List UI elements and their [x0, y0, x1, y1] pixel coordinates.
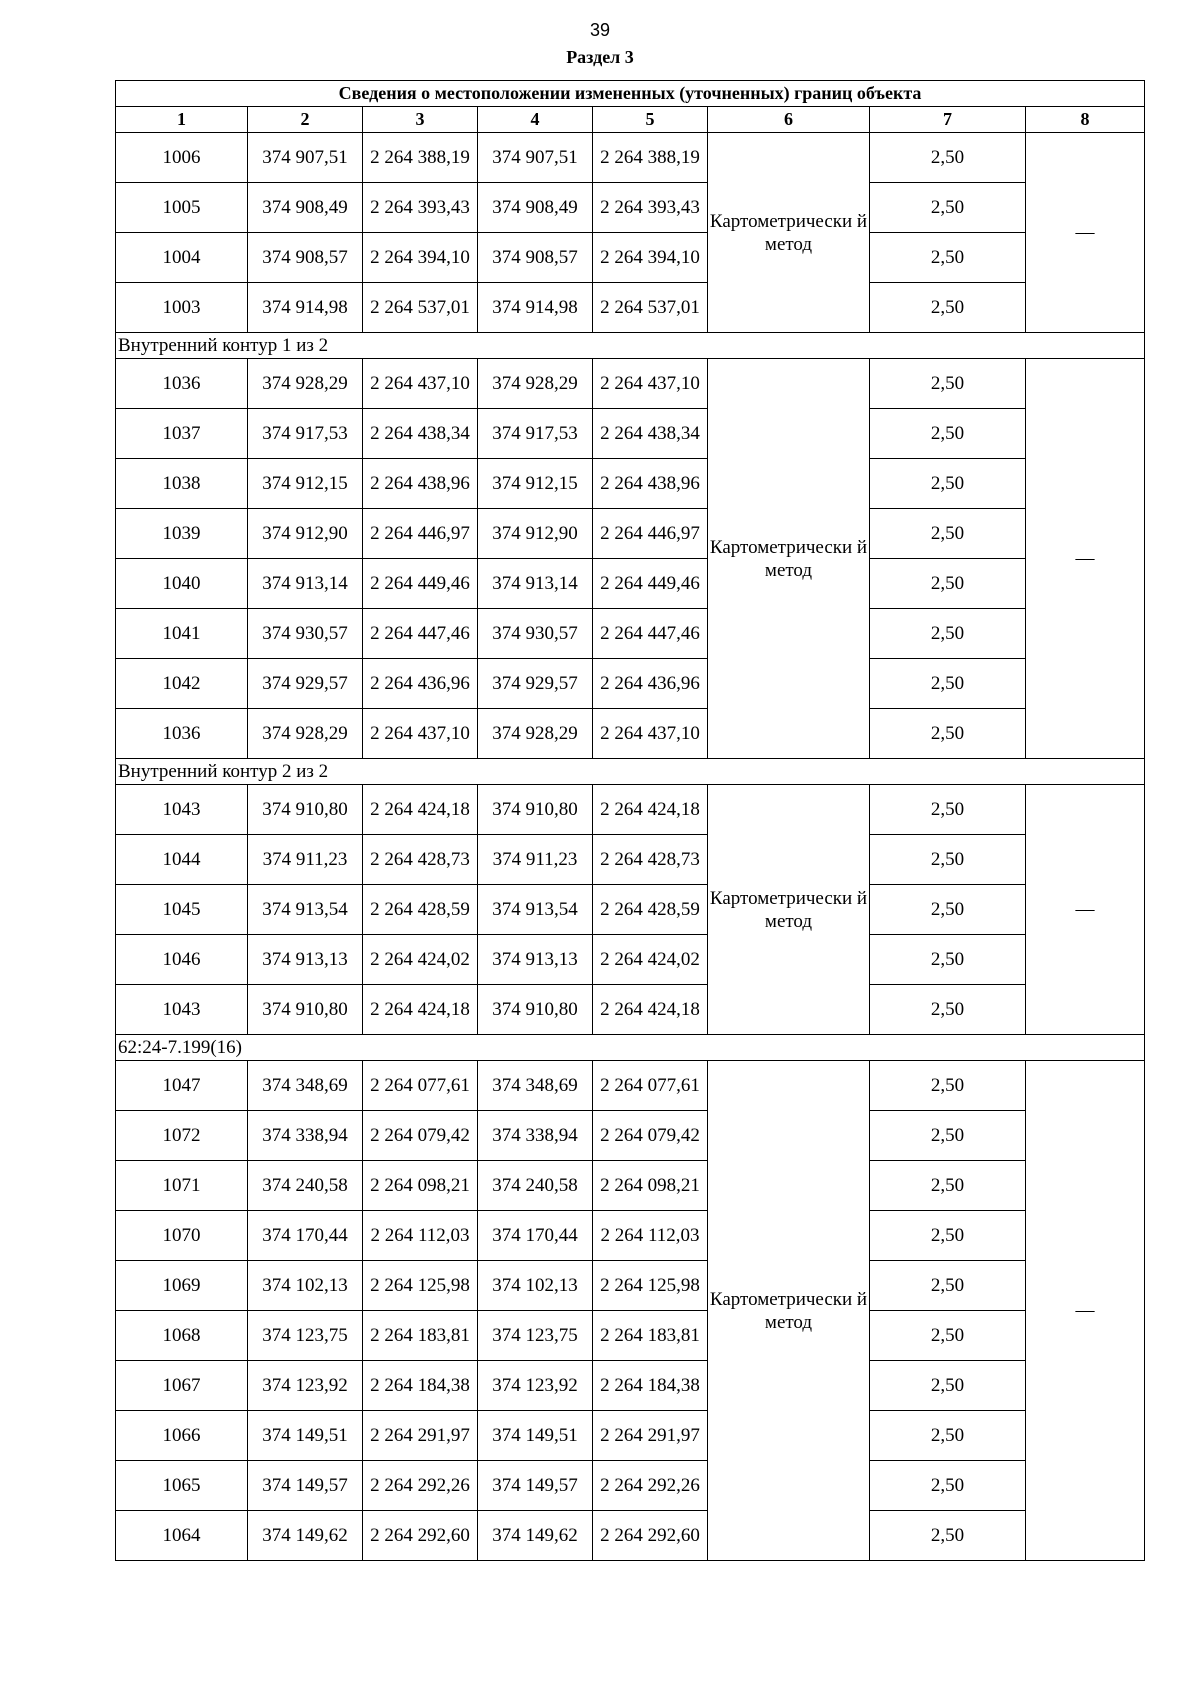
x-old-cell: 374 240,58 [248, 1161, 363, 1211]
accuracy-cell: 2,50 [870, 1461, 1026, 1511]
column-header: 6 [708, 107, 870, 133]
x-new-cell: 374 908,49 [478, 183, 593, 233]
y-old-cell: 2 264 388,19 [363, 133, 478, 183]
point-number-cell: 1004 [116, 233, 248, 283]
y-old-cell: 2 264 291,97 [363, 1411, 478, 1461]
y-new-cell: 2 264 424,02 [593, 935, 708, 985]
table-row [116, 609, 1145, 659]
accuracy-cell: 2,50 [870, 359, 1026, 409]
y-old-cell: 2 264 184,38 [363, 1361, 478, 1411]
y-new-cell: 2 264 424,18 [593, 985, 708, 1035]
accuracy-cell: 2,50 [870, 885, 1026, 935]
x-new-cell: 374 928,29 [478, 709, 593, 759]
column-header: 1 [116, 107, 248, 133]
x-new-cell: 374 930,57 [478, 609, 593, 659]
y-old-cell: 2 264 424,18 [363, 985, 478, 1035]
point-number-cell: 1067 [116, 1361, 248, 1411]
coordinates-table [115, 80, 1145, 1561]
point-number-cell: 1037 [116, 409, 248, 459]
x-new-cell: 374 913,14 [478, 559, 593, 609]
y-new-cell: 2 264 436,96 [593, 659, 708, 709]
y-new-cell: 2 264 438,34 [593, 409, 708, 459]
y-old-cell: 2 264 438,96 [363, 459, 478, 509]
accuracy-cell: 2,50 [870, 283, 1026, 333]
point-number-cell: 1041 [116, 609, 248, 659]
x-old-cell: 374 149,57 [248, 1461, 363, 1511]
section-title: Раздел 3 [566, 47, 634, 67]
y-old-cell: 2 264 393,43 [363, 183, 478, 233]
point-number-cell: 1042 [116, 659, 248, 709]
table-row [116, 1311, 1145, 1361]
point-number-cell: 1043 [116, 785, 248, 835]
accuracy-cell: 2,50 [870, 935, 1026, 985]
y-new-cell: 2 264 184,38 [593, 1361, 708, 1411]
table-title: Сведения о местоположении измененных (уточненных) границ объекта [116, 81, 1145, 107]
accuracy-cell: 2,50 [870, 785, 1026, 835]
table-row [116, 1461, 1145, 1511]
y-old-cell: 2 264 437,10 [363, 709, 478, 759]
page-number: 39 [589, 20, 611, 40]
y-old-cell: 2 264 428,73 [363, 835, 478, 885]
column-header-row [116, 107, 1145, 133]
accuracy-cell: 2,50 [870, 133, 1026, 183]
y-new-cell: 2 264 449,46 [593, 559, 708, 609]
method-cell: Картометрически й метод [708, 1061, 870, 1561]
table-row [116, 885, 1145, 935]
x-old-cell: 374 913,54 [248, 885, 363, 935]
x-new-cell: 374 913,54 [478, 885, 593, 935]
table-row [116, 1411, 1145, 1461]
y-new-cell: 2 264 125,98 [593, 1261, 708, 1311]
point-number-cell: 1046 [116, 935, 248, 985]
y-old-cell: 2 264 438,34 [363, 409, 478, 459]
y-new-cell: 2 264 537,01 [593, 283, 708, 333]
y-old-cell: 2 264 447,46 [363, 609, 478, 659]
x-new-cell: 374 123,92 [478, 1361, 593, 1411]
column-8-cell: — [1026, 1061, 1145, 1561]
y-new-cell: 2 264 393,43 [593, 183, 708, 233]
accuracy-cell: 2,50 [870, 835, 1026, 885]
contour-label: 62:24-7.199(16) [116, 1035, 1145, 1061]
x-old-cell: 374 908,49 [248, 183, 363, 233]
point-number-cell: 1036 [116, 709, 248, 759]
y-new-cell: 2 264 446,97 [593, 509, 708, 559]
point-number-cell: 1045 [116, 885, 248, 935]
y-old-cell: 2 264 449,46 [363, 559, 478, 609]
y-new-cell: 2 264 424,18 [593, 785, 708, 835]
y-old-cell: 2 264 437,10 [363, 359, 478, 409]
x-new-cell: 374 912,90 [478, 509, 593, 559]
method-cell: Картометрически й метод [708, 133, 870, 333]
x-new-cell: 374 914,98 [478, 283, 593, 333]
y-new-cell: 2 264 112,03 [593, 1211, 708, 1261]
x-new-cell: 374 149,62 [478, 1511, 593, 1561]
x-new-cell: 374 910,80 [478, 785, 593, 835]
x-old-cell: 374 930,57 [248, 609, 363, 659]
accuracy-cell: 2,50 [870, 233, 1026, 283]
y-new-cell: 2 264 292,60 [593, 1511, 708, 1561]
accuracy-cell: 2,50 [870, 183, 1026, 233]
x-new-cell: 374 348,69 [478, 1061, 593, 1111]
y-old-cell: 2 264 394,10 [363, 233, 478, 283]
y-new-cell: 2 264 437,10 [593, 359, 708, 409]
y-old-cell: 2 264 424,02 [363, 935, 478, 985]
x-new-cell: 374 170,44 [478, 1211, 593, 1261]
x-old-cell: 374 912,90 [248, 509, 363, 559]
table-row [116, 935, 1145, 985]
x-old-cell: 374 123,75 [248, 1311, 363, 1361]
x-old-cell: 374 913,14 [248, 559, 363, 609]
accuracy-cell: 2,50 [870, 1311, 1026, 1361]
accuracy-cell: 2,50 [870, 1261, 1026, 1311]
accuracy-cell: 2,50 [870, 1511, 1026, 1561]
x-old-cell: 374 348,69 [248, 1061, 363, 1111]
contour-label: Внутренний контур 1 из 2 [116, 333, 1145, 359]
x-new-cell: 374 910,80 [478, 985, 593, 1035]
accuracy-cell: 2,50 [870, 709, 1026, 759]
x-old-cell: 374 911,23 [248, 835, 363, 885]
x-new-cell: 374 928,29 [478, 359, 593, 409]
x-new-cell: 374 149,51 [478, 1411, 593, 1461]
y-old-cell: 2 264 112,03 [363, 1211, 478, 1261]
x-new-cell: 374 917,53 [478, 409, 593, 459]
x-new-cell: 374 240,58 [478, 1161, 593, 1211]
y-old-cell: 2 264 183,81 [363, 1311, 478, 1361]
y-new-cell: 2 264 079,42 [593, 1111, 708, 1161]
x-new-cell: 374 338,94 [478, 1111, 593, 1161]
column-header: 8 [1026, 107, 1145, 133]
x-old-cell: 374 149,62 [248, 1511, 363, 1561]
x-new-cell: 374 123,75 [478, 1311, 593, 1361]
y-old-cell: 2 264 292,26 [363, 1461, 478, 1511]
point-number-cell: 1068 [116, 1311, 248, 1361]
y-new-cell: 2 264 394,10 [593, 233, 708, 283]
y-new-cell: 2 264 292,26 [593, 1461, 708, 1511]
table-row [116, 233, 1145, 283]
x-old-cell: 374 907,51 [248, 133, 363, 183]
x-new-cell: 374 911,23 [478, 835, 593, 885]
point-number-cell: 1069 [116, 1261, 248, 1311]
x-old-cell: 374 929,57 [248, 659, 363, 709]
accuracy-cell: 2,50 [870, 459, 1026, 509]
contour-label-row [116, 759, 1145, 785]
table-row [116, 659, 1145, 709]
column-8-cell: — [1026, 133, 1145, 333]
table-row [116, 785, 1145, 835]
point-number-cell: 1071 [116, 1161, 248, 1211]
table-row [116, 985, 1145, 1035]
point-number-cell: 1066 [116, 1411, 248, 1461]
y-old-cell: 2 264 428,59 [363, 885, 478, 935]
y-new-cell: 2 264 428,59 [593, 885, 708, 935]
point-number-cell: 1072 [116, 1111, 248, 1161]
y-new-cell: 2 264 098,21 [593, 1161, 708, 1211]
y-old-cell: 2 264 098,21 [363, 1161, 478, 1211]
table-row [116, 1511, 1145, 1561]
x-old-cell: 374 910,80 [248, 985, 363, 1035]
contour-label: Внутренний контур 2 из 2 [116, 759, 1145, 785]
accuracy-cell: 2,50 [870, 1211, 1026, 1261]
y-old-cell: 2 264 446,97 [363, 509, 478, 559]
x-new-cell: 374 149,57 [478, 1461, 593, 1511]
table-body [116, 81, 1145, 1561]
accuracy-cell: 2,50 [870, 1111, 1026, 1161]
y-new-cell: 2 264 447,46 [593, 609, 708, 659]
contour-label-row [116, 1035, 1145, 1061]
x-new-cell: 374 912,15 [478, 459, 593, 509]
method-cell: Картометрически й метод [708, 359, 870, 759]
y-new-cell: 2 264 183,81 [593, 1311, 708, 1361]
y-old-cell: 2 264 292,60 [363, 1511, 478, 1561]
accuracy-cell: 2,50 [870, 1361, 1026, 1411]
table-row [116, 1361, 1145, 1411]
contour-label-row [116, 333, 1145, 359]
point-number-cell: 1006 [116, 133, 248, 183]
x-old-cell: 374 914,98 [248, 283, 363, 333]
point-number-cell: 1005 [116, 183, 248, 233]
accuracy-cell: 2,50 [870, 1061, 1026, 1111]
column-header: 2 [248, 107, 363, 133]
table-row [116, 559, 1145, 609]
x-old-cell: 374 170,44 [248, 1211, 363, 1261]
x-old-cell: 374 908,57 [248, 233, 363, 283]
x-old-cell: 374 912,15 [248, 459, 363, 509]
point-number-cell: 1065 [116, 1461, 248, 1511]
accuracy-cell: 2,50 [870, 409, 1026, 459]
y-old-cell: 2 264 537,01 [363, 283, 478, 333]
table-row [116, 409, 1145, 459]
point-number-cell: 1038 [116, 459, 248, 509]
table-title-row [116, 81, 1145, 107]
accuracy-cell: 2,50 [870, 609, 1026, 659]
table-row [116, 283, 1145, 333]
point-number-cell: 1039 [116, 509, 248, 559]
point-number-cell: 1070 [116, 1211, 248, 1261]
table-row [116, 1211, 1145, 1261]
x-new-cell: 374 929,57 [478, 659, 593, 709]
table-row [116, 133, 1145, 183]
y-old-cell: 2 264 125,98 [363, 1261, 478, 1311]
method-cell: Картометрически й метод [708, 785, 870, 1035]
table-row [116, 835, 1145, 885]
accuracy-cell: 2,50 [870, 559, 1026, 609]
column-header: 7 [870, 107, 1026, 133]
accuracy-cell: 2,50 [870, 659, 1026, 709]
x-old-cell: 374 338,94 [248, 1111, 363, 1161]
x-new-cell: 374 913,13 [478, 935, 593, 985]
x-old-cell: 374 149,51 [248, 1411, 363, 1461]
column-8-cell: — [1026, 359, 1145, 759]
y-old-cell: 2 264 424,18 [363, 785, 478, 835]
column-header: 3 [363, 107, 478, 133]
accuracy-cell: 2,50 [870, 1411, 1026, 1461]
point-number-cell: 1043 [116, 985, 248, 1035]
point-number-cell: 1036 [116, 359, 248, 409]
x-old-cell: 374 102,13 [248, 1261, 363, 1311]
point-number-cell: 1044 [116, 835, 248, 885]
x-old-cell: 374 123,92 [248, 1361, 363, 1411]
accuracy-cell: 2,50 [870, 1161, 1026, 1211]
x-old-cell: 374 917,53 [248, 409, 363, 459]
x-new-cell: 374 102,13 [478, 1261, 593, 1311]
table-row [116, 1111, 1145, 1161]
y-old-cell: 2 264 079,42 [363, 1111, 478, 1161]
column-8-cell: — [1026, 785, 1145, 1035]
y-new-cell: 2 264 388,19 [593, 133, 708, 183]
x-old-cell: 374 910,80 [248, 785, 363, 835]
y-new-cell: 2 264 077,61 [593, 1061, 708, 1111]
table-row [116, 459, 1145, 509]
point-number-cell: 1047 [116, 1061, 248, 1111]
y-new-cell: 2 264 428,73 [593, 835, 708, 885]
accuracy-cell: 2,50 [870, 509, 1026, 559]
x-old-cell: 374 913,13 [248, 935, 363, 985]
table-row [116, 709, 1145, 759]
point-number-cell: 1003 [116, 283, 248, 333]
column-header: 5 [593, 107, 708, 133]
table-row [116, 509, 1145, 559]
y-new-cell: 2 264 437,10 [593, 709, 708, 759]
y-new-cell: 2 264 438,96 [593, 459, 708, 509]
x-old-cell: 374 928,29 [248, 359, 363, 409]
point-number-cell: 1064 [116, 1511, 248, 1561]
y-old-cell: 2 264 077,61 [363, 1061, 478, 1111]
x-new-cell: 374 907,51 [478, 133, 593, 183]
x-old-cell: 374 928,29 [248, 709, 363, 759]
column-header: 4 [478, 107, 593, 133]
table-row [116, 183, 1145, 233]
point-number-cell: 1040 [116, 559, 248, 609]
table-row [116, 359, 1145, 409]
y-new-cell: 2 264 291,97 [593, 1411, 708, 1461]
y-old-cell: 2 264 436,96 [363, 659, 478, 709]
accuracy-cell: 2,50 [870, 985, 1026, 1035]
table-row [116, 1061, 1145, 1111]
x-new-cell: 374 908,57 [478, 233, 593, 283]
table-row [116, 1261, 1145, 1311]
table-row [116, 1161, 1145, 1211]
